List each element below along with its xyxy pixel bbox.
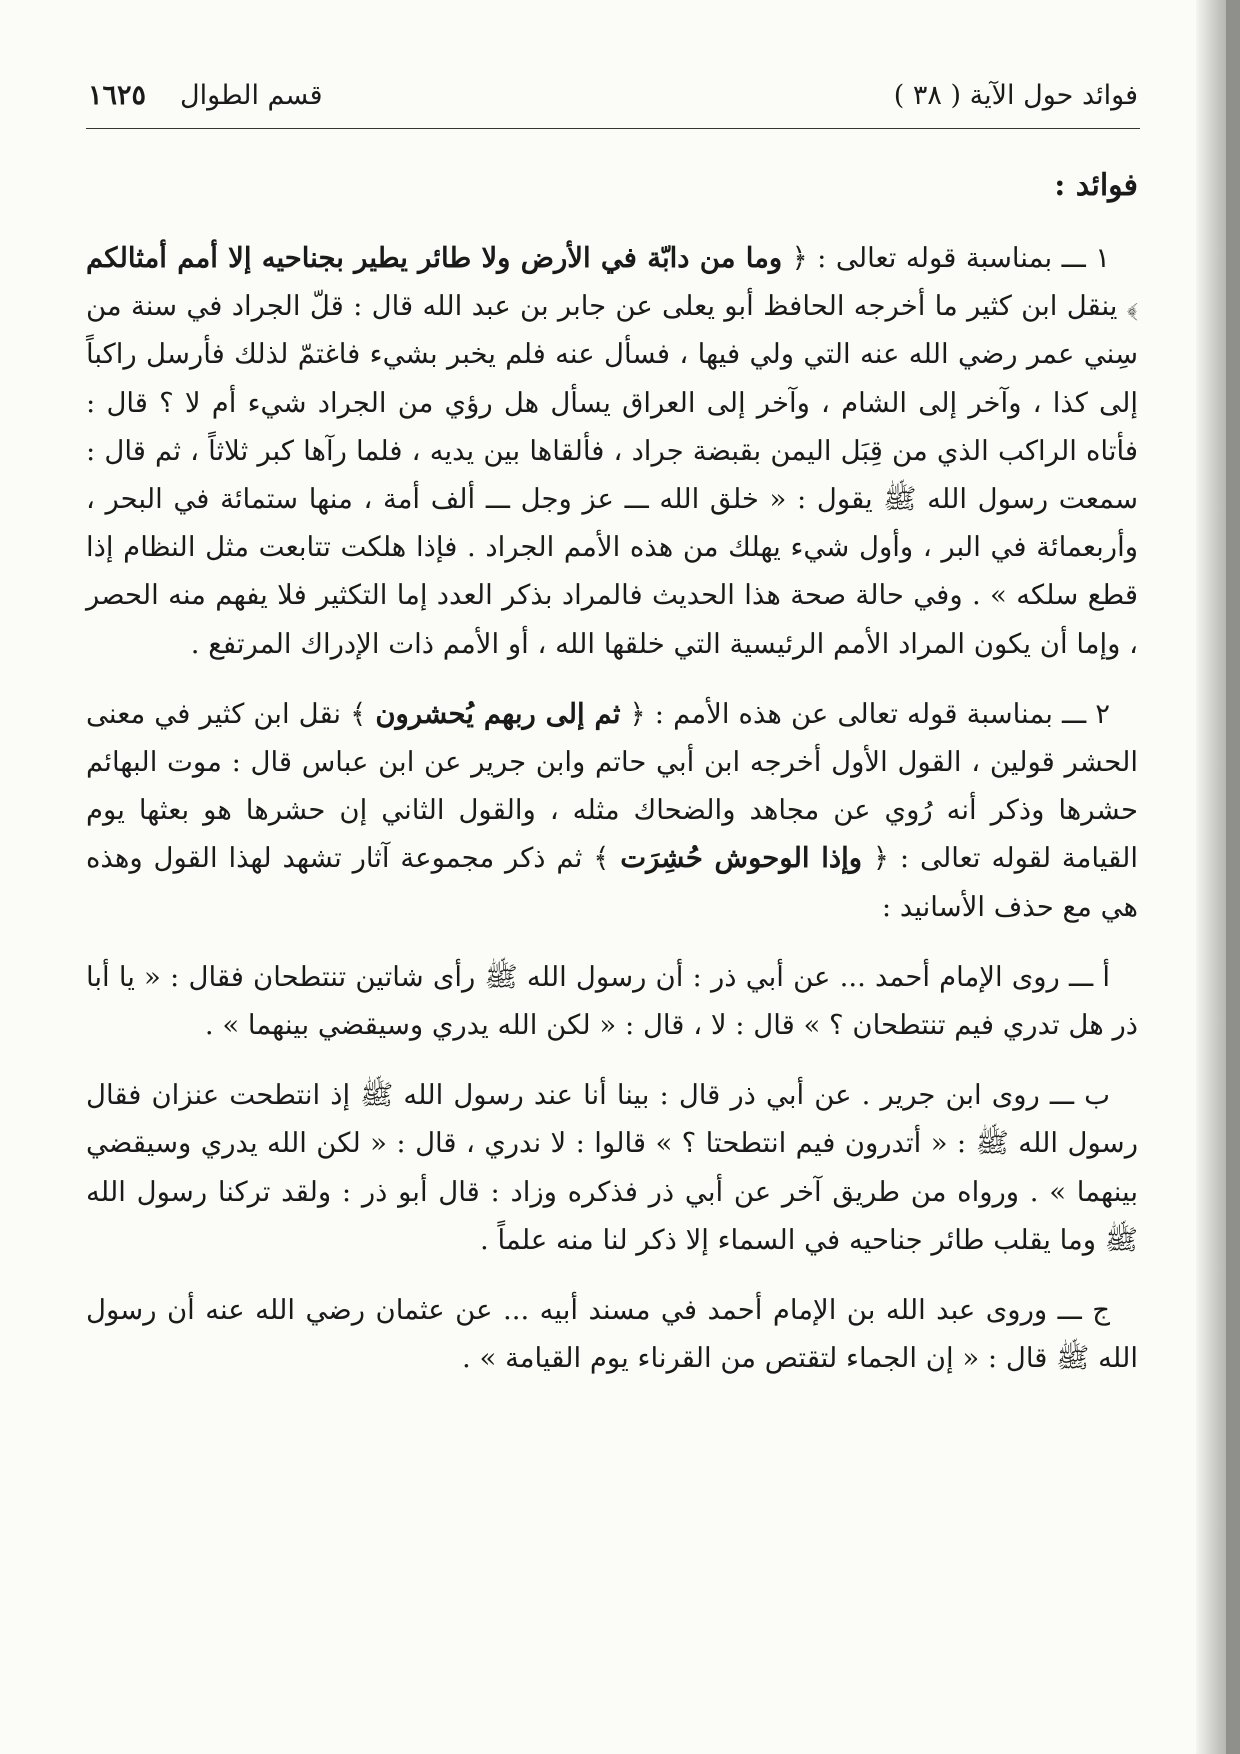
page-number: ١٦٢٥ [88,80,147,111]
paragraph-4: ب ـــ روى ابن جرير . عن أبي ذر قال : بينا أنا عند رسول الله ﷺ إذ انتطحت عنزان فقال رسول الله ﷺ : « أتدرون فيم انتطحتا ؟ » قالوا : لا ندري ، قال : « لكن الله يدري وسيقضي بينهما » . ورواه من طريق آخر عن أبي ذر فذكره وزاد : قال أبو ذر : ولقد تركنا رسول الله ﷺ وما يقلب طائر جناحيه في السماء إلا ذكر لنا منه علماً . [86,1079,1138,1256]
section-heading: فوائد : [1054,168,1138,203]
header-chapter-title: فوائد حول الآية ( ٣٨ ) [893,80,1138,111]
page-body [86,150,1138,1710]
paragraph-1-intro: ١ ـــ بمناسبة قوله تعالى : [807,242,1110,274]
quran-bracket-open: ﴿ [620,697,646,730]
paragraph-1 [86,234,1138,668]
quran-verse: وإذا الوحوش حُشِرَت [620,842,863,875]
quran-verse: وما من دابّة في الأرض ولا طائر يطير بجناحيه إلا أمم أمثالكم [86,242,783,274]
paragraph-2 [86,690,1138,931]
quran-verse: ثم إلى ربهم يُحشرون [375,697,621,730]
quran-bracket-close: ﴾ [350,697,376,730]
quran-bracket-close: ﴾ [593,842,621,875]
paragraph-2-body-1: نقل ابن كثير في معنى الحشر قولين ، القول الأول أخرجه ابن أبي حاتم وابن جرير عن ابن عباس قال : موت البهائم حشرها وذكر أنه رُوي عن مجاهد والضحاك مثله ، والقول الثاني إن حشرها هو بعثها يوم القيامة لقوله تعالى : [86,697,1139,875]
paragraph-1-body: ينقل ابن كثير ما أخرجه الحافظ أبو يعلى عن جابر بن عبد الله قال : قلّ الجراد في سنة من سِني عمر رضي الله عنه التي ولي فيها ، فسأل عنه فلم يخبر بشيء فاغتمّ لذلك فأرسل راكباً إلى كذا ، وآخر إلى الشام ، وآخر إلى العراق يسأل هل رؤي من الجراد شيء أم لا ؟ قال : فأتاه الراكب الذي من قِبَل اليمن بقبضة جراد ، فألقاها بين يديه ، فلما رآها كبر ثلاثاً ، ثم قال : سمعت رسول الله ﷺ يقول : « خلق الله ـــ عز وجل ـــ ألف أمة ، منها ستمائة في البحر ، وأربعمائة في البر ، وأول شيء يهلك من هذه الأمم الجراد . فإذا هلكت تتابعت مثل النظام إذا قطع سلكه » . وفي حالة صحة هذا الحديث فالمراد بذكر العدد إما التكثير فلا يفهم منه الحصر ، وإما أن يكون المراد الأمم الرئيسية التي خلقها الله ، أو الأمم ذات الإدراك المرتفع . [86,290,1138,660]
quran-bracket-close: ﴾ [1126,290,1138,323]
header-section-label: قسم الطوال [180,80,323,111]
quran-bracket-open: ﴿ [862,842,889,875]
page-edge-binding [1226,0,1240,1754]
paragraph-2-body-2: ثم ذكر مجموعة آثار تشهد لهذا القول وهذه هي مع حذف الأسانيد : [86,842,1138,923]
header-divider [86,128,1140,129]
paragraph-5: ج ـــ وروى عبد الله بن الإمام أحمد في مسند أبيه ... عن عثمان رضي الله عنه أن رسول الله ﷺ قال : « إن الجماء لتقتص من القرناء يوم القيامة » . [86,1294,1138,1375]
quran-bracket-open: ﴿ [782,242,808,274]
header-section [88,80,323,111]
running-header [88,80,1138,126]
paragraph-3: أ ـــ روى الإمام أحمد ... عن أبي ذر : أن رسول الله ﷺ رأى شاتين تنتطحان فقال : « يا أبا ذر هل تدري فيم تنتطحان ؟ » قال : لا ، قال : « لكن الله يدري وسيقضي بينهما » . [86,960,1138,1042]
paragraph-2-intro: ٢ ـــ بمناسبة قوله تعالى عن هذه الأمم : [645,697,1111,730]
